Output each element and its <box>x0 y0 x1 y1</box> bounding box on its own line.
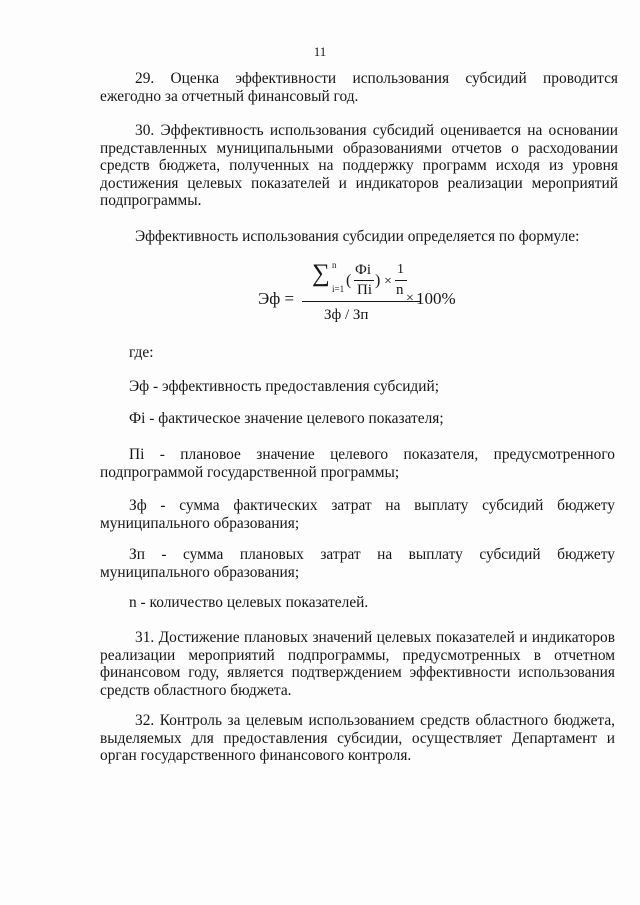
formula-lhs: Эф = <box>258 289 295 308</box>
formula-percent: 100% <box>416 289 456 308</box>
fraction-denominator-n: n <box>396 282 404 298</box>
paragraph-31: 31. Достижение плановых значений целевых показателей и индикаторов реализации мероприятий подпрограммы, предусмотренных в отчетном финансовом году, является подтверждением эффективности использования средств областного бюджета. <box>100 629 615 699</box>
fraction-bar <box>354 280 374 281</box>
formula-intro: Эффективность использования субсидии определяется по формуле: <box>135 228 580 245</box>
right-paren: ) <box>375 272 381 289</box>
fraction-denominator-pi: Пi <box>357 282 372 298</box>
page-number: 11 <box>313 44 327 59</box>
summation-sign: ∑ <box>312 260 330 287</box>
efficiency-formula <box>258 260 468 335</box>
sum-lower-limit: i=1 <box>332 284 345 294</box>
definition-pi: Пi - плановое значение целевого показателя, предусмотренного подпрограммой государственной программы; <box>100 446 615 481</box>
fraction-numerator-fi: Фi <box>355 262 372 278</box>
definition-zp: Зп - сумма плановых затрат на выплату субсидий бюджету муниципального образования; <box>100 546 615 581</box>
definition-fi: Фi - фактическое значение целевого показателя; <box>129 410 444 427</box>
fraction-numerator-one: 1 <box>397 262 404 277</box>
sum-upper-limit: n <box>332 260 337 270</box>
main-fraction-bar <box>302 301 420 302</box>
definition-n: n - количество целевых показателей. <box>129 594 369 611</box>
multiply-sign: × <box>384 274 392 289</box>
definition-zf: Зф - сумма фактических затрат на выплату субсидий бюджету муниципального образования; <box>100 497 615 532</box>
fraction-bar <box>395 280 407 281</box>
multiply-sign: × <box>406 291 414 306</box>
where-label: где: <box>129 344 154 361</box>
formula-denominator: Зф / Зп <box>324 307 369 323</box>
left-paren: ( <box>346 272 352 289</box>
definition-ef: Эф - эффективность предоставления субсидий; <box>129 378 440 395</box>
paragraph-29: 29. Оценка эффективности использования субсидий проводится ежегодно за отчетный финансовый год. <box>100 70 618 105</box>
paragraph-30: 30. Эффективность использования субсидий оценивается на основании представленных муниципальными образованиями отчетов о расходовании средств бюджета, полученных на поддержку программ исходя из уровня достижения целевых показателей и индикаторов реализации мероприятий подпрограммы. <box>100 122 618 209</box>
paragraph-32: 32. Контроль за целевым использованием средств областного бюджета, выделяемых для предоставления субсидии, осуществляет Департамент и орган государственного финансового контроля. <box>100 712 615 764</box>
